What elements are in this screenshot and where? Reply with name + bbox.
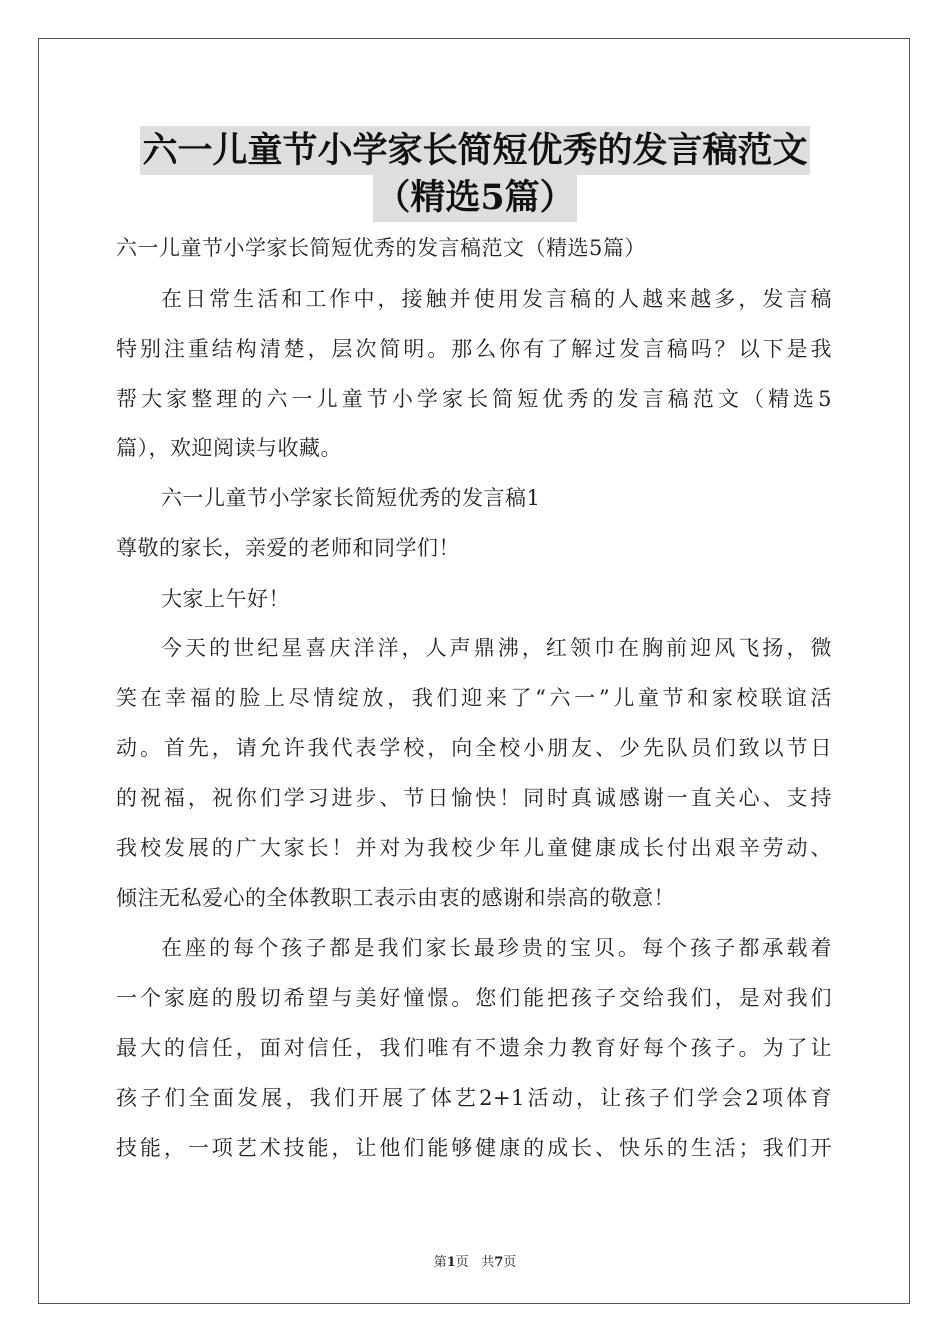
document-title-line-2: （精选5篇） xyxy=(0,180,950,215)
salutation-line: 尊敬的家长，亲爱的老师和同学们！ xyxy=(116,536,460,560)
footer-total-suffix: 页 xyxy=(503,1255,517,1270)
paragraph-line: 在日常生活和工作中，接触并使用发言稿的人越来越多，发言稿 xyxy=(161,287,832,311)
subtitle-line: 六一儿童节小学家长简短优秀的发言稿范文（精选5篇） xyxy=(116,236,646,260)
paragraph-line: 在座的每个孩子都是我们家长最珍贵的宝贝。每个孩子都承载着 xyxy=(161,936,832,960)
footer-total-prefix: 共 xyxy=(481,1255,495,1270)
section-heading: 六一儿童节小学家长简短优秀的发言稿1 xyxy=(161,486,541,510)
footer-page-number: 1 xyxy=(446,1255,456,1270)
paragraph-line: 动。首先，请允许我代表学校，向全校小朋友、少先队员们致以节日 xyxy=(116,736,832,760)
document-title-line-1: 六一儿童节小学家长简短优秀的发言稿范文 xyxy=(0,133,950,168)
paragraph-line: 的祝福，祝你们学习进步、节日愉快！同时真诚感谢一直关心、支持 xyxy=(116,786,832,810)
footer-prefix: 第 xyxy=(433,1255,447,1270)
paragraph-line: 技能，一项艺术技能，让他们能够健康的成长、快乐的生活；我们开 xyxy=(116,1136,832,1160)
paragraph-line: 今天的世纪星喜庆洋洋，人声鼎沸，红领巾在胸前迎风飞扬，微 xyxy=(161,636,832,660)
paragraph-line: 笑在幸福的脸上尽情绽放，我们迎来了“六一”儿童节和家校联谊活 xyxy=(116,686,832,710)
paragraph-line: 篇），欢迎阅读与收藏。 xyxy=(116,436,342,460)
paragraph-line: 我校发展的广大家长！并对为我校少年儿童健康成长付出艰辛劳动、 xyxy=(116,836,832,860)
paragraph-line: 特别注重结构清楚，层次简明。那么你有了解过发言稿吗？以下是我 xyxy=(116,337,832,361)
footer-total-pages: 7 xyxy=(494,1255,504,1270)
page-footer xyxy=(0,1251,950,1270)
paragraph-line: 一个家庭的殷切希望与美好憧憬。您们能把孩子交给我们，是对我们 xyxy=(116,986,832,1010)
paragraph-line: 最大的信任，面对信任，我们唯有不遗余力教育好每个孩子。为了让 xyxy=(116,1036,832,1060)
paragraph-line: 孩子们全面发展，我们开展了体艺2+1活动，让孩子们学会2项体育 xyxy=(116,1086,832,1110)
paragraph-line: 倾注无私爱心的全体教职工表示由衷的感谢和崇高的敬意！ xyxy=(116,886,675,910)
paragraph-line: 帮大家整理的六一儿童节小学家长简短优秀的发言稿范文（精选5 xyxy=(116,387,832,411)
footer-page-suffix: 页 xyxy=(455,1255,469,1270)
page-border xyxy=(38,38,910,1304)
greeting-line: 大家上午好！ xyxy=(161,587,290,611)
